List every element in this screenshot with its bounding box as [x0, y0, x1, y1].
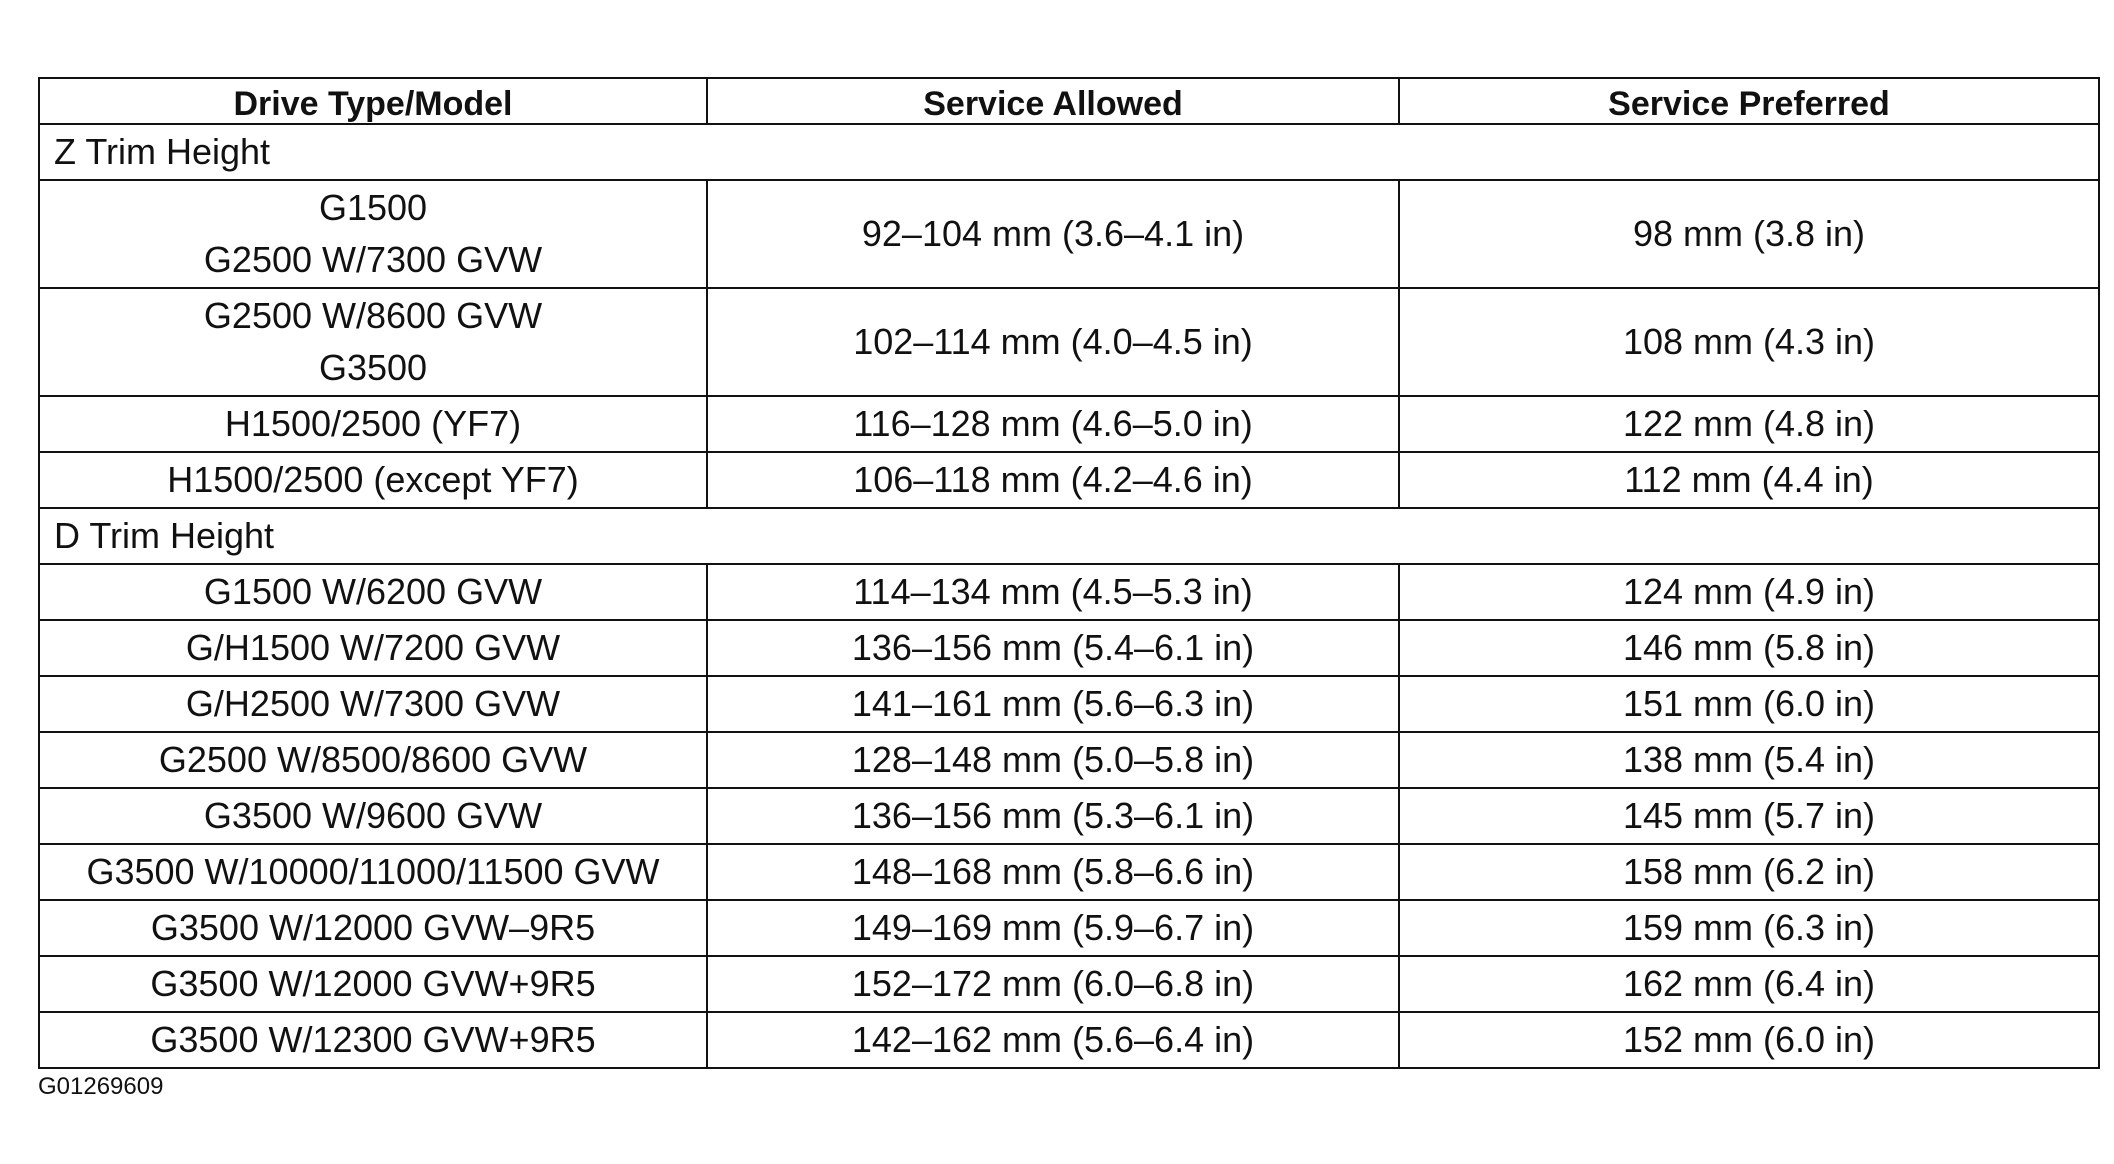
service-allowed-cell: 102–114 mm (4.0–4.5 in): [707, 288, 1399, 396]
model-cell: [39, 1012, 707, 1068]
model-cell: [39, 452, 707, 508]
service-preferred-cell: 151 mm (6.0 in): [1399, 676, 2099, 732]
header-service-preferred: Service Preferred: [1399, 78, 2099, 124]
service-preferred-cell: 145 mm (5.7 in): [1399, 788, 2099, 844]
table-row: [39, 396, 2099, 452]
model-cell: [39, 732, 707, 788]
model-line: G3500 W/12000 GVW–9R5: [150, 907, 596, 948]
table-row: [39, 676, 2099, 732]
header-row: [39, 78, 2099, 124]
header-drive-type-model: Drive Type/Model: [39, 78, 707, 124]
table-row: [39, 788, 2099, 844]
section-row: [39, 124, 2099, 180]
service-preferred-cell: 98 mm (3.8 in): [1399, 180, 2099, 288]
service-allowed-cell: 152–172 mm (6.0–6.8 in): [707, 956, 1399, 1012]
table-row: [39, 844, 2099, 900]
trim-height-table: [38, 77, 2100, 1069]
model-cell: [39, 844, 707, 900]
model-line: G3500 W/12300 GVW+9R5: [150, 1019, 596, 1060]
table-row: [39, 564, 2099, 620]
service-preferred-cell: 146 mm (5.8 in): [1399, 620, 2099, 676]
service-preferred-cell: 108 mm (4.3 in): [1399, 288, 2099, 396]
table-row: [39, 1012, 2099, 1068]
model-cell: [39, 564, 707, 620]
table-row: [39, 452, 2099, 508]
model-line: H1500/2500 (except YF7): [167, 459, 579, 500]
table-row: [39, 956, 2099, 1012]
model-line: G3500 W/10000/11000/11500 GVW: [86, 851, 660, 892]
model-cell: [39, 788, 707, 844]
service-allowed-cell: 92–104 mm (3.6–4.1 in): [707, 180, 1399, 288]
service-allowed-cell: 136–156 mm (5.3–6.1 in): [707, 788, 1399, 844]
table-row: [39, 180, 2099, 288]
model-cell: [39, 956, 707, 1012]
model-cell: [39, 288, 707, 396]
model-cell: [39, 620, 707, 676]
model-line: G3500: [318, 347, 428, 388]
model-line: G2500 W/8500/8600 GVW: [158, 739, 588, 780]
model-line: G2500 W/7300 GVW: [203, 239, 543, 280]
service-preferred-cell: 138 mm (5.4 in): [1399, 732, 2099, 788]
service-allowed-cell: 148–168 mm (5.8–6.6 in): [707, 844, 1399, 900]
service-allowed-cell: 141–161 mm (5.6–6.3 in): [707, 676, 1399, 732]
model-line: G3500 W/9600 GVW: [203, 795, 543, 836]
model-cell: [39, 676, 707, 732]
service-allowed-cell: 106–118 mm (4.2–4.6 in): [707, 452, 1399, 508]
service-allowed-cell: 128–148 mm (5.0–5.8 in): [707, 732, 1399, 788]
service-allowed-cell: 149–169 mm (5.9–6.7 in): [707, 900, 1399, 956]
model-line: G1500: [318, 187, 428, 228]
table-row: [39, 620, 2099, 676]
figure-id: G01269609: [38, 1073, 164, 1100]
model-line: G/H1500 W/7200 GVW: [185, 627, 561, 668]
service-allowed-cell: 114–134 mm (4.5–5.3 in): [707, 564, 1399, 620]
section-row: [39, 508, 2099, 564]
service-preferred-cell: 122 mm (4.8 in): [1399, 396, 2099, 452]
service-preferred-cell: 159 mm (6.3 in): [1399, 900, 2099, 956]
section-title: D Trim Height: [39, 508, 2099, 564]
model-line: H1500/2500 (YF7): [224, 403, 522, 444]
service-preferred-cell: 112 mm (4.4 in): [1399, 452, 2099, 508]
service-allowed-cell: 116–128 mm (4.6–5.0 in): [707, 396, 1399, 452]
service-allowed-cell: 142–162 mm (5.6–6.4 in): [707, 1012, 1399, 1068]
model-line: G3500 W/12000 GVW+9R5: [150, 963, 596, 1004]
model-line: G/H2500 W/7300 GVW: [185, 683, 561, 724]
table-row: [39, 288, 2099, 396]
model-line: G2500 W/8600 GVW: [203, 295, 543, 336]
model-cell: [39, 396, 707, 452]
table-body: [39, 124, 2099, 1068]
model-cell: [39, 180, 707, 288]
service-allowed-cell: 136–156 mm (5.4–6.1 in): [707, 620, 1399, 676]
service-preferred-cell: 162 mm (6.4 in): [1399, 956, 2099, 1012]
model-cell: [39, 900, 707, 956]
model-line: G1500 W/6200 GVW: [203, 571, 543, 612]
service-preferred-cell: 158 mm (6.2 in): [1399, 844, 2099, 900]
service-preferred-cell: 152 mm (6.0 in): [1399, 1012, 2099, 1068]
table-row: [39, 732, 2099, 788]
table-row: [39, 900, 2099, 956]
header-service-allowed: Service Allowed: [707, 78, 1399, 124]
service-preferred-cell: 124 mm (4.9 in): [1399, 564, 2099, 620]
section-title: Z Trim Height: [39, 124, 2099, 180]
